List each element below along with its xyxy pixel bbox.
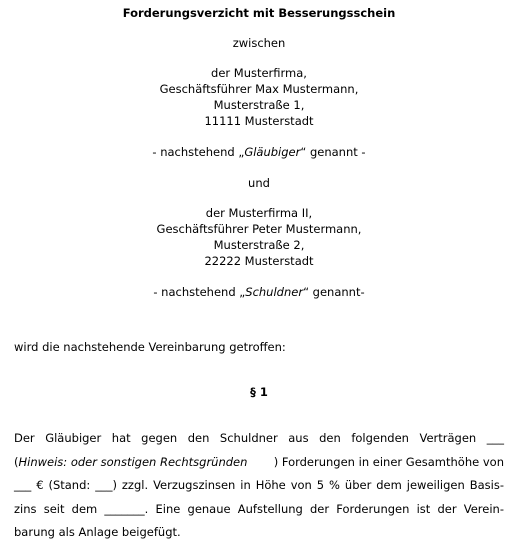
debtor-role-suffix: “ genannt- [303, 285, 365, 299]
section-paragraph [14, 427, 504, 545]
creditor-name: der Musterfirma, [211, 66, 307, 80]
between-label: zwischen [232, 36, 286, 50]
creditor-role [0, 145, 518, 159]
creditor-manager: Geschäftsführer Max Mustermann, [159, 82, 359, 96]
paragraph-line-4: zins seit dem _______. Eine genaue Aufstellung der Forderungen ist der Verein- [14, 501, 504, 516]
section-heading: § 1 [250, 385, 268, 399]
debtor-name: der Musterfirma II, [205, 206, 313, 220]
paragraph-line-2-right: ) Forderungen in einer Gesamthöhe von [273, 454, 504, 469]
creditor-city: 11111 Musterstadt [204, 114, 314, 128]
hint-text: oder sonstigen Rechtsgründen [67, 454, 248, 469]
paragraph-line-3: ___ € (Stand: ___) zzgl. Verzugszinsen in Höhe von 5 % über dem jeweiligen Basis- [14, 478, 504, 492]
debtor-city: 22222 Musterstadt [204, 254, 314, 268]
debtor-role [0, 285, 518, 299]
creditor-role-name: Gläubiger [244, 145, 301, 159]
paragraph-line-1: Der Gläubiger hat gegen den Schuldner aus den folgenden Verträgen ___ [14, 431, 504, 445]
debtor-street: Musterstraße 2, [213, 238, 305, 252]
paren-open: ( [14, 454, 19, 469]
paragraph-line-2-left [14, 451, 247, 475]
and-label: und [248, 176, 270, 190]
document-title: Forderungsverzicht mit Besserungsschein [122, 6, 396, 20]
paragraph-line-5: barung als Anlage beigefügt. [14, 525, 181, 539]
hint-label: Hinweis: [18, 454, 68, 469]
agreement-intro: wird die nachstehende Vereinbarung getroffen: [14, 340, 286, 354]
debtor-role-name: Schuldner [245, 285, 304, 299]
creditor-street: Musterstraße 1, [213, 98, 305, 112]
creditor-role-prefix: - nachstehend „ [152, 145, 245, 159]
debtor-role-prefix: - nachstehend „ [153, 285, 246, 299]
debtor-manager: Geschäftsführer Peter Mustermann, [156, 222, 362, 236]
paragraph-line-2 [14, 451, 504, 475]
creditor-role-suffix: “ genannt - [300, 145, 366, 159]
